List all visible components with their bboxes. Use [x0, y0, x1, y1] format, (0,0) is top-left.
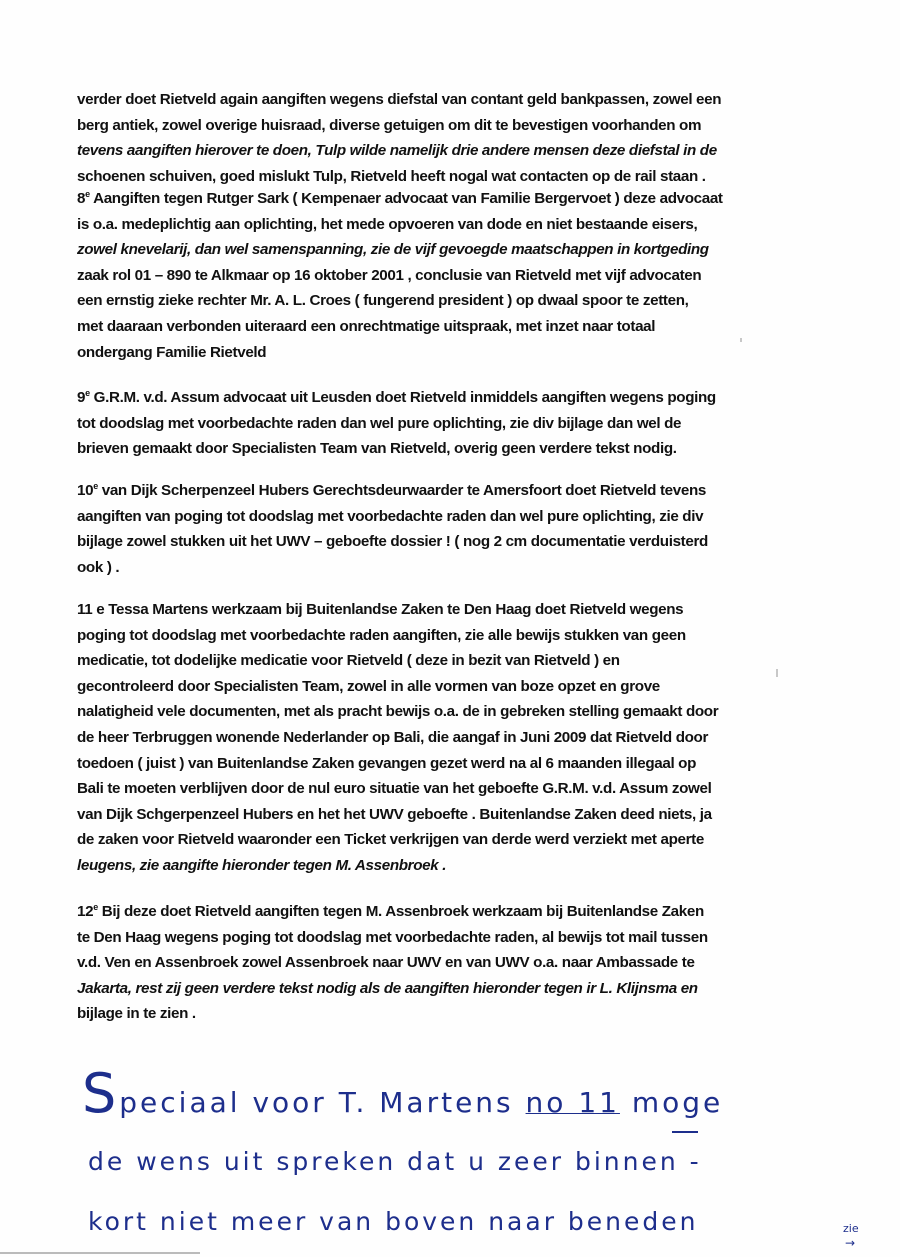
text-line: nalatigheid vele documenten, met als pracht bewijs o.a. de in gebreken stelling gemaakt door [77, 703, 719, 721]
text-line: bijlage in te zien . [77, 1005, 196, 1023]
handwritten-line-3 [88, 1207, 699, 1236]
text-line: ook ) . [77, 558, 120, 576]
underline-mark [672, 1131, 698, 1133]
text-line: toedoen ( juist ) van Buitenlandse Zaken gevangen gezet werd na al 6 maanden illegaal op [77, 754, 697, 772]
text-segment: Bij deze doet Rietveld aangiften tegen M. Assenbroek werkzaam bij Buitenlandse Zaken [97, 903, 704, 920]
italic-text: Jakarta, rest zij geen verdere tekst nodig als de aangiften hieronder tegen ir L. Klijnsma en [77, 979, 698, 997]
text-line: brieven gemaakt door Specialisten Team van Rietveld, overig geen verdere tekst nodig. [77, 440, 677, 458]
item-number: 10 [77, 482, 94, 499]
item-number: 12 [77, 903, 94, 920]
text-line: de heer Terbruggen wonende Nederlander op Bali, die aangaf in Juni 2009 dat Rietveld door [77, 728, 709, 746]
handwritten-text: moge [619, 1086, 724, 1119]
text-line: verder doet Rietveld again aangiften wegens diefstal van contant geld bankpassen, zowel een [77, 91, 722, 108]
text-line [77, 478, 837, 504]
text-line [77, 899, 837, 925]
handwritten-line-1 [82, 1062, 723, 1125]
margin-note-text: zie [843, 1222, 859, 1235]
paragraph-item-11 [77, 597, 837, 879]
scan-speck [740, 338, 742, 342]
text-line: schoenen schuiven, goed mislukt Tulp, Rietveld heeft nogal wat contacten op de rail staan . [77, 167, 706, 185]
item-number: 8 [77, 190, 86, 207]
text-line: tot doodslag met voorbedachte raden dan wel pure oplichting, zie div bijlage dan wel de [77, 414, 682, 432]
italic-text: leugens, zie aangifte hieronder tegen M. Assenbroek . [77, 856, 447, 874]
paragraph-item-10 [77, 478, 837, 580]
handwritten-text: kort niet meer van boven naar beneden [88, 1207, 699, 1236]
text-line [77, 237, 837, 263]
text-segment: Aangiften tegen Rutger Sark ( Kempenaer advocaat van Familie Bergervoet ) deze advocaat [89, 190, 723, 207]
text-line [77, 385, 837, 411]
handwritten-initial: S [82, 1062, 120, 1125]
text-line: berg antiek, zowel overige huisraad, diverse getuigen om dit te bevestigen voorhanden om [77, 116, 702, 134]
ordinal-suffix: e [85, 189, 90, 199]
handwritten-text: peciaal voor T. Martens [119, 1086, 526, 1119]
text-line: v.d. Ven en Assenbroek zowel Assenbroek naar UWV en van UWV o.a. naar Ambassade te [77, 954, 695, 972]
paragraph-item-9 [77, 385, 837, 462]
text-line: is o.a. medeplichtig aan oplichting, het mede opvoeren van dode en niet bestaande eisers, [77, 215, 698, 233]
text-line: aangiften van poging tot doodslag met voorbedachte raden dan wel pure oplichting, zie div [77, 507, 704, 525]
paragraph-item-12 [77, 899, 837, 1027]
text-segment: van Dijk Scherpenzeel Hubers Gerechtsdeurwaarder te Amersfoort doet Rietveld tevens [97, 482, 706, 499]
text-line [77, 138, 837, 164]
text-segment: G.R.M. v.d. Assum advocaat uit Leusden doet Rietveld inmiddels aangiften wegens poging [89, 389, 716, 406]
ordinal-suffix: e [93, 481, 98, 491]
italic-text: tevens aangiften hierover te doen, Tulp wilde namelijk drie andere mensen deze diefstal in de [77, 142, 717, 160]
text-line: poging tot doodslag met voorbedachte raden aangiften, zie alle bewijs stukken van geen [77, 626, 686, 644]
handwritten-line-2 [88, 1147, 702, 1176]
paragraph-continuation [77, 87, 837, 189]
text-line: met daaraan verbonden uiteraard een onrechtmatige uitspraak, met inzet naar totaal [77, 317, 656, 335]
text-line: 11 e Tessa Martens werkzaam bij Buitenlandse Zaken te Den Haag doet Rietveld wegens [77, 601, 684, 618]
text-line: van Dijk Schgerpenzeel Hubers en het het UWV geboefte . Buitenlandse Zaken deed niets, ja [77, 805, 712, 823]
item-number: 9 [77, 389, 86, 406]
text-line: te Den Haag wegens poging tot doodslag met voorbedachte raden, al bewijs tot mail tussen [77, 928, 708, 946]
ordinal-suffix: e [85, 388, 90, 398]
text-line: gecontroleerd door Specialisten Team, zowel in alle vormen van boze opzet en grove [77, 677, 660, 695]
ordinal-suffix: e [93, 902, 98, 912]
margin-note-zie [843, 1222, 859, 1235]
italic-text: zowel knevelarij, dan wel samenspanning, zie de vijf gevoegde maatschappen in kortgeding [77, 241, 709, 259]
text-line [77, 186, 837, 212]
scan-speck [776, 669, 778, 677]
text-line: Bali te moeten verblijven door de nul euro situatie van het geboefte G.R.M. v.d. Assum zowel [77, 780, 712, 798]
handwritten-underlined-ref: no 11 [525, 1086, 620, 1119]
arrow-right-icon: → [845, 1236, 856, 1250]
text-line: medicatie, tot dodelijke medicatie voor Rietveld ( deze in bezit van Rietveld ) en [77, 652, 620, 670]
paragraph-item-8 [77, 186, 837, 365]
text-line: een ernstig zieke rechter Mr. A. L. Croes ( fungerend president ) op dwaal spoor te zetten, [77, 292, 689, 310]
text-line [77, 976, 837, 1002]
text-line: bijlage zowel stukken uit het UWV – geboefte dossier ! ( nog 2 cm documentatie verduisterd [77, 533, 708, 551]
text-line: de zaken voor Rietveld waaronder een Ticket verkrijgen van derde werd verziekt met aperte [77, 831, 704, 849]
text-line: ondergang Familie Rietveld [77, 343, 267, 361]
handwritten-text: de wens uit spreken dat u zeer binnen - [88, 1147, 702, 1176]
scan-artifact-line [0, 1252, 200, 1254]
text-line [77, 853, 837, 879]
text-line: zaak rol 01 – 890 te Alkmaar op 16 oktober 2001 , conclusie van Rietveld met vijf advocaten [77, 266, 702, 284]
